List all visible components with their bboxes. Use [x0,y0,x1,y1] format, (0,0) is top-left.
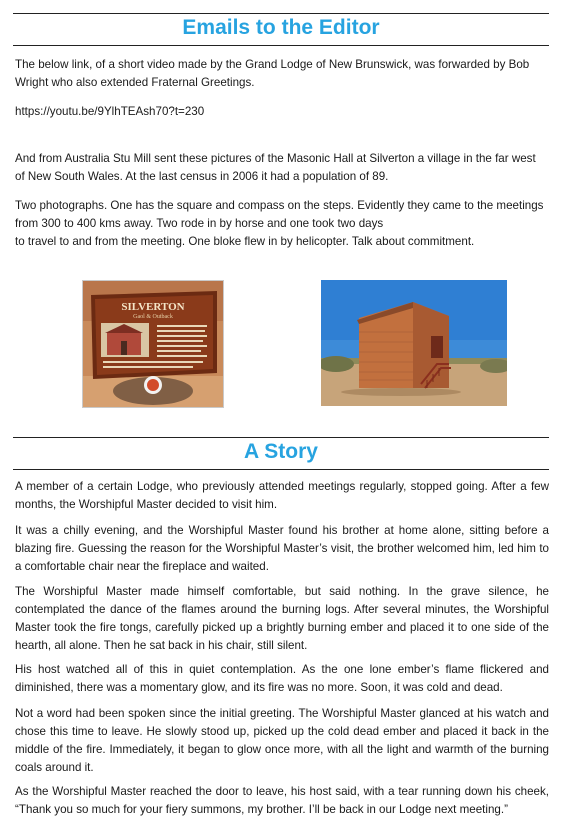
title-underline [13,45,549,46]
section-title-emails: Emails to the Editor [182,16,380,39]
section-title-story: A Story [244,440,318,463]
top-rule [13,13,549,14]
video-link[interactable]: https://youtu.be/9YlhTEAsh70?t=230 [15,105,205,118]
intro-line-2: Wright who also extended Fraternal Greetings. [15,76,255,89]
photos-line-2: from 300 to 400 kms away. Two rode in by horse and one took two days [15,217,384,230]
photos-line-1: Two photographs. One has the square and compass on the steps. Evidently they came to the meetings [15,199,544,212]
photos-line-3: to travel to and from the meeting. One bloke flew in by helicopter. Talk about commitment. [15,235,475,248]
story-paragraph-1: A member of a certain Lodge, who previously attended meetings regularly, stopped going. After a few months, the Worshipful Master decided to visit him. [15,480,549,511]
australia-line-1: And from Australia Stu Mill sent these pictures of the Masonic Hall at Silverton a village in the far west [15,152,536,165]
sign-title: SILVERTON [121,301,185,313]
australia-line-2: of New South Wales. At the last census in 2006 it had a population of 89. [15,170,389,183]
intro-line-1: The below link, of a short video made by the Grand Lodge of New Brunswick, was forwarded by Bob [15,58,530,71]
story-paragraph-4: His host watched all of this in quiet contemplation. As the one lone ember’s flame flickered and diminished, there was a momentary glow, and its fire was no more. Soon, it was cold and dead. [15,663,549,694]
australia-paragraph [15,150,549,186]
story-paragraph-6: As the Worshipful Master reached the door to leave, his host said, with a tear running down his cheek, “Thank you so much for your fiery summons, my brother. I’ll be back in our Lodge next meeting.” [15,785,549,816]
story-top-rule [13,437,549,438]
photos-paragraph [15,197,549,251]
photo-masonic-hall [321,280,507,406]
sign-subtitle: Gaol & Outback [133,314,173,320]
intro-paragraph [15,56,549,92]
photo-silverton-sign [82,280,224,408]
story-paragraph-5: Not a word had been spoken since the initial greeting. The Worshipful Master glanced at his watch and chose this time to leave. He slowly stood up, picked up the cold dead ember and placed it back in the middle of the fire. Immediately, it began to glow once more, with all the light and warmth of the burning coals around it. [15,707,549,774]
story-paragraph-3: The Worshipful Master made himself comfortable, but said nothing. In the grave silence, he contemplated the dance of the flames around the burning logs. After several minutes, the Worshipful Master took the fire tongs, carefully picked up a brightly burning ember and placed it to one side of the hearth, all alone. Then he sat back in his chair, still silent. [15,585,549,652]
story-paragraph-2: It was a chilly evening, and the Worshipful Master found his brother at home alone, sitting before a blazing fire. Guessing the reason for the Worshipful Master’s visit, the brother welcomed him, led him to a comfortable chair near the fireplace and waited. [15,524,549,573]
story-title-underline [13,469,549,470]
